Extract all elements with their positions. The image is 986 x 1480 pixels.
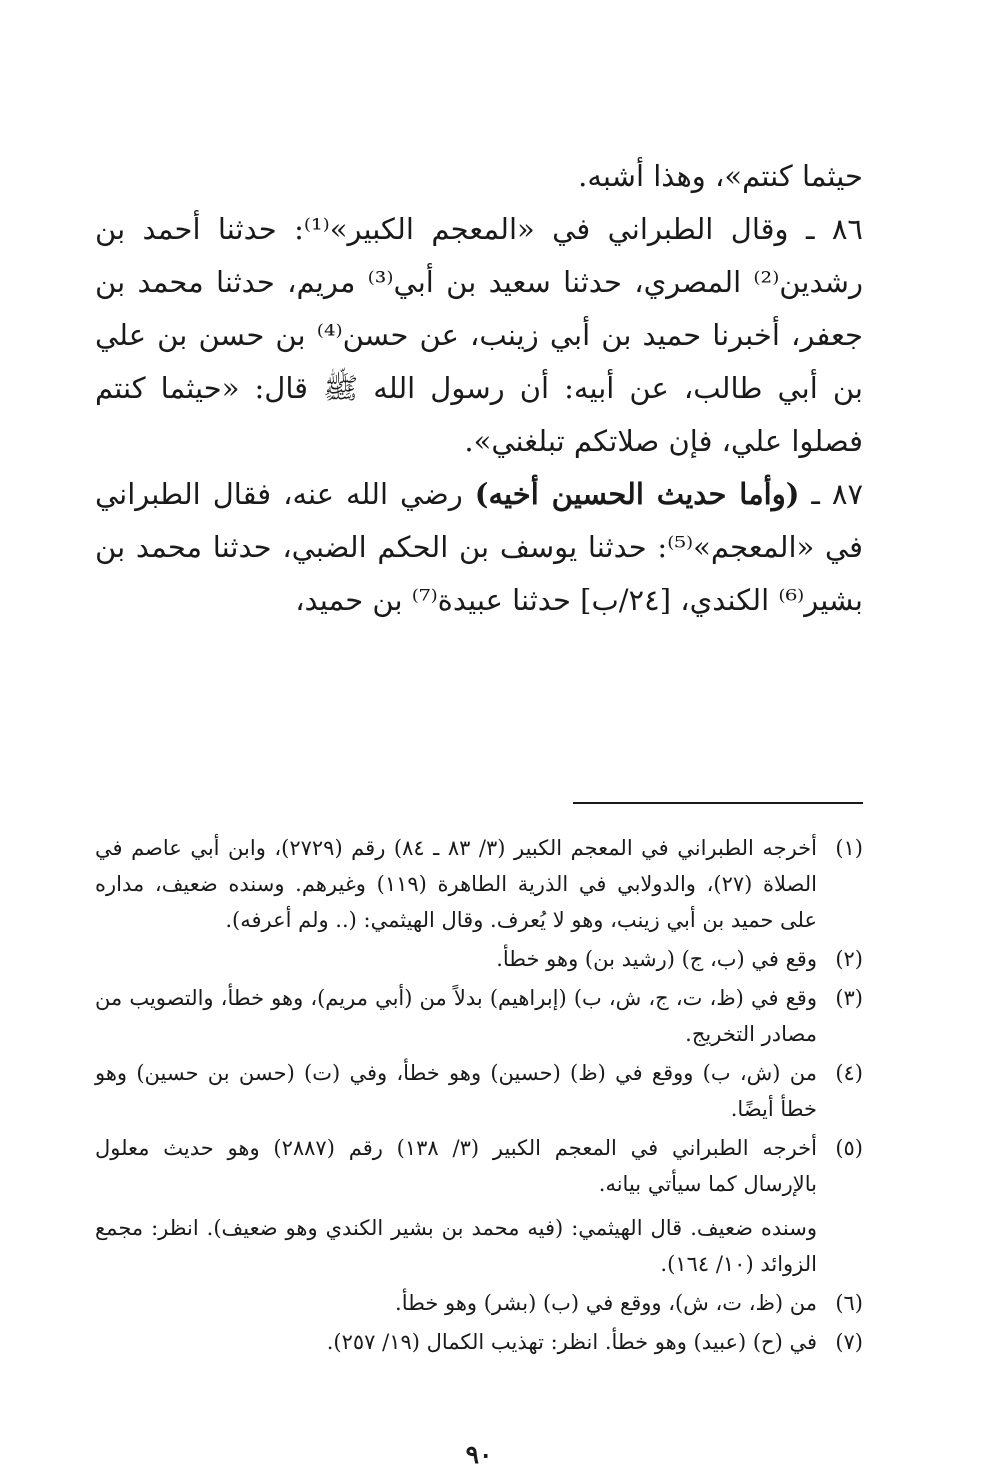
footnote-text: وقع في (ظ، ت، ج، ش، ب) (إبراهيم) بدلاً من (أبي مريم)، وهو خطأ، والتصويب من مصادر التخريج. [95,986,817,1046]
footnote-separator [573,802,863,804]
footnote-number: (٢) [835,947,863,971]
footnote [95,1130,863,1202]
footnote [95,830,863,938]
hadith-86-number: ٨٦ ـ [805,212,863,246]
page-number: ٩٠ [465,1440,493,1469]
footnote [95,1324,863,1360]
footnote-text: وقع في (ب، ج) (رشيد بن) وهو خطأ. [496,947,817,971]
hadith-87-text: رضي الله عنه، فقال الطبراني في «المعجم»⁽⁵⁾: حدثنا يوسف بن الحكم الضبي، حدثنا محمد بن بشير⁽⁶⁾ الكندي، [٢٤/ب] حدثنا عبيدة⁽⁷⁾ بن حميد، [95,477,864,617]
footnote-number: (٤) [835,1061,863,1085]
footnote-text: من (ش، ب) ووقع في (ظ) (حسين) وهو خطأ، وفي (ت) (حسن بن حسين) وهو خطأ أيضًا. [95,1061,817,1121]
hadith-87 [95,468,863,627]
paragraph-continuation: حيثما كنتم»، وهذا أشبه. [578,159,863,193]
hadith-86-text: وقال الطبراني في «المعجم الكبير»⁽¹⁾: حدثنا أحمد بن رشدين⁽²⁾ المصري، حدثنا سعيد بن أبي⁽³⁾ مريم، حدثنا محمد بن جعفر، أخبرنا حميد بن أبي زينب، عن حسن⁽⁴⁾ بن حسن بن علي بن أبي طالب، عن أبيه: أن رسول الله ﷺ قال: «حيثما كنتم فصلوا علي، فإن صلاتكم تبلغني». [95,212,863,458]
footnote [95,980,863,1052]
footnote-text: في (ح) (عبيد) وهو خطأ. انظر: تهذيب الكمال (١٩/ ٢٥٧). [326,1330,817,1354]
footnote-number: (٦) [835,1291,863,1315]
footnotes [95,830,863,1363]
book-page [95,150,864,1469]
hadith-86 [95,203,863,468]
footnote-text: أخرجه الطبراني في المعجم الكبير (٣/ ١٣٨) رقم (٢٨٨٧) وهو حديث معلول بالإرسال كما سيأتي بيانه. [95,1136,817,1196]
footnote-text: أخرجه الطبراني في المعجم الكبير (٣/ ٨٣ ـ ٨٤) رقم (٢٧٢٩)، وابن أبي عاصم في الصلاة (٢٧)، والدولابي في الذرية الطاهرة (١١٩) وغيرهم. وسنده ضعيف، مداره على حميد بن أبي زينب، وهو لا يُعرف. وقال الهيثمي: (.. ولم أعرفه). [95,836,817,932]
hadith-87-number: ٨٧ ـ [811,477,864,511]
footnote [95,1055,863,1127]
footnote-number: (٧) [835,1330,863,1354]
footnote [95,1285,863,1321]
footnote-number: (٣) [835,986,863,1010]
footnote [95,941,863,977]
footnote-text: من (ظ، ت، ش)، ووقع في (ب) (بشر) وهو خطأ. [395,1291,817,1315]
footnote-number: (٥) [835,1136,863,1160]
footnote-number: (١) [835,836,863,860]
footnote-5-continuation: وسنده ضعيف. قال الهيثمي: (فيه محمد بن بشير الكندي وهو ضعيف). انظر: مجمع الزوائد (١٠/ ١٦٤). [95,1216,817,1276]
hadith-87-heading: (وأما حديث الحسين أخيه) [474,477,800,511]
